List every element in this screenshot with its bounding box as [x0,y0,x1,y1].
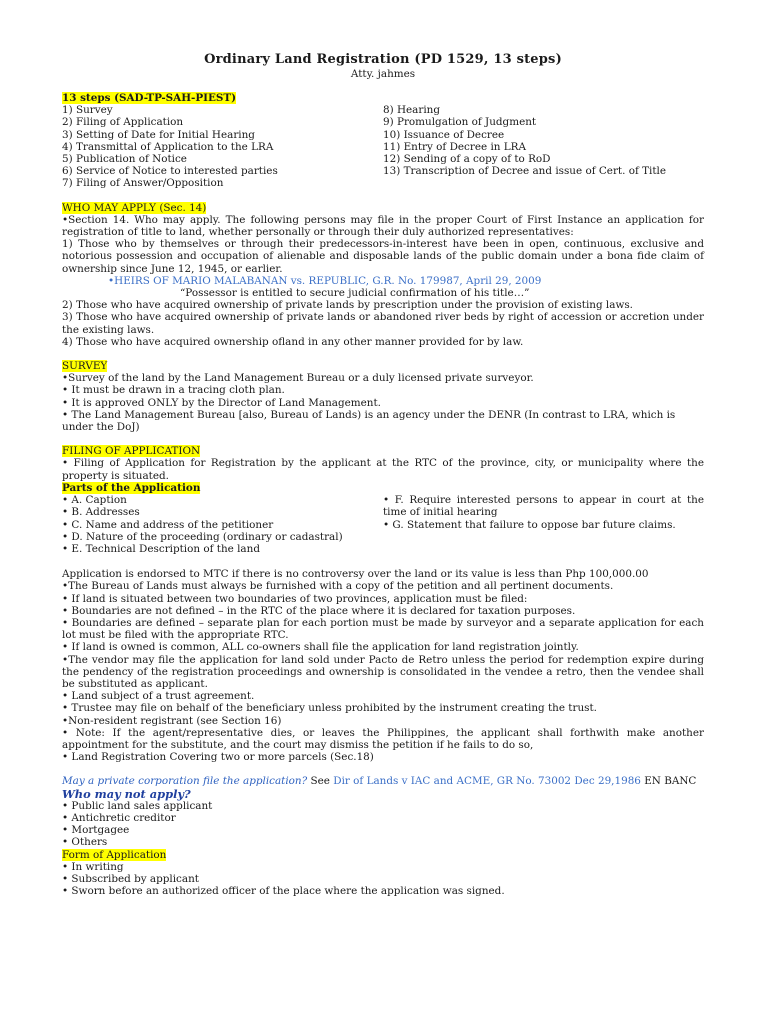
corporation-question: May a private corporation file the application? [62,775,308,788]
list-item: • If land is owned is common, ALL co-owners shall file the application for land registration jointly. [62,641,579,654]
list-item: •The vendor may file the application for land sold under Pacto de Retro unless the period for redemption expire during the pendency of the registration proceedings and ownership is consolidated in the vendee a retro, then the vendee shall be substituted as applicant. [62,653,704,690]
who-may-apply-item-2: 2) Those who have acquired ownership of private lands by prescription under the provision of existing laws. [62,299,633,312]
survey-heading: SURVEY [62,360,108,373]
case-citation-link[interactable]: •HEIRS OF MARIO MALABANAN vs. REPUBLIC, G.R. No. 179987, April 29, 2009 [108,274,542,287]
who-may-apply-item-1: 1) Those who by themselves or through their predecessors-in-interest have been in open, continuous, exclusive and notorious possession and occupation of alienable and disposable lands of the public domain under a bona fide claim of ownership since June 12, 1945, or earlier. [62,238,704,275]
list-item: •Non-resident registrant (see Section 16) [62,714,282,727]
list-item: Application is endorsed to MTC if there is no controversy over the land or its value is less than Php 100,000.00 [62,568,649,581]
filing-heading: FILING OF APPLICATION [62,445,201,458]
section-14-intro: •Section 14. Who may apply. The following persons may file in the proper Court of First Instance an application for registration of title to land, whether personally or through their duly authorized representatives: [62,213,704,239]
who-may-not-apply-heading: Who may not apply? [62,786,191,801]
list-item: • It is approved ONLY by the Director of Land Management. [62,396,381,409]
steps-heading: 13 steps (SAD-TP-SAH-PIEST) [62,92,237,104]
who-may-apply-item-3: 3) Those who have acquired ownership of private lands or abandoned river beds by right of accession or accretion under the existing laws. [62,311,704,336]
document-title: Ordinary Land Registration (PD 1529, 13 steps) [204,52,562,67]
corporation-case-link[interactable]: Dir of Lands v IAC and ACME, GR No. 73002 Dec 29,1986 [333,775,641,788]
list-item: •Survey of the land by the Land Management Bureau or a duly licensed private surveyor. [62,372,534,385]
case-quote: “Possessor is entitled to secure judicial confirmation of his title…” [180,287,530,300]
filing-line: • Filing of Application for Registration by the applicant at the RTC of the province, city, or municipality where the property is situated. [62,457,704,482]
list-item: 6) Service of Notice to interested parties [62,165,278,178]
list-item: • Note: If the agent/representative dies, or leaves the Philippines, the applicant shall forthwith make another appointment for the substitute, and the court may dismiss the petition if he fails to do so, [62,726,704,751]
list-item: • A. Caption [62,494,127,507]
filing-section [62,445,704,555]
list-item: • Boundaries are defined – separate plan for each portion must be made by surveyor and a separate application for each lot must be filed with the appropriate RTC. [62,616,704,642]
list-item: • In writing [62,860,124,873]
who-may-apply-item-4: 4) Those who have acquired ownership ofland in any other manner provided for by law. [62,335,524,348]
list-item: • Land Registration Covering two or more parcels (Sec.18) [62,751,374,764]
list-item: • Mortgagee [62,824,130,837]
list-item: 9) Promulgation of Judgment [383,116,537,129]
list-item: 11) Entry of Decree in LRA [383,140,526,153]
list-item: • Land subject of a trust agreement. [62,690,255,703]
parts-heading: Parts of the Application [62,481,201,494]
parts-columns [62,494,704,555]
list-item: • D. Nature of the proceeding (ordinary or cadastral) [62,530,343,543]
list-item: 7) Filing of Answer/Opposition [62,177,224,190]
list-item: • If land is situated between two boundaries of two provinces, application must be filed: [62,592,528,605]
steps-left-column [62,104,383,189]
list-item: 8) Hearing [383,104,441,117]
list-item: • Trustee may file on behalf of the beneficiary unless prohibited by the instrument creating the trust. [62,702,597,715]
list-item: • C. Name and address of the petitioner [62,518,274,531]
list-item: • F. Require interested persons to appear in court at the time of initial hearing [383,494,704,519]
list-item: • Others [62,836,108,849]
steps-columns [62,104,704,189]
survey-section [62,360,704,433]
list-item: • B. Addresses [62,506,140,519]
list-item: • Antichretic creditor [62,811,176,824]
form-heading: Form of Application [62,848,167,861]
list-item: 1) Survey [62,104,113,117]
list-item: 12) Sending of a copy of to RoD [383,153,551,166]
list-item: • Boundaries are not defined – in the RTC of the place where it is declared for taxation purposes. [62,604,576,617]
list-item: • Sworn before an authorized officer of the place where the application was signed. [62,885,505,898]
list-item: 3) Setting of Date for Initial Hearing [62,128,255,141]
list-item: • The Land Management Bureau [also, Bureau of Lands) is an agency under the DENR (In contrast to LRA, which is under the DoJ) [62,408,676,434]
corporation-tail: EN BANC [640,775,697,788]
list-item: • It must be drawn in a tracing cloth plan. [62,384,285,397]
parts-right-column [383,494,704,555]
document-author: Atty. jahmes [350,68,416,80]
who-may-apply-heading: WHO MAY APPLY (Sec. 14) [62,201,207,214]
list-item: • E. Technical Description of the land [62,542,260,555]
list-item: 10) Issuance of Decree [383,128,505,141]
corporation-see: See [307,775,334,788]
list-item: • Subscribed by applicant [62,872,199,885]
list-item: 13) Transcription of Decree and issue of Cert. of Title [383,165,667,178]
list-item: 5) Publication of Notice [62,153,187,166]
list-item: • G. Statement that failure to oppose bar future claims. [383,518,676,531]
list-item: •The Bureau of Lands must always be furnished with a copy of the petition and all pertinent documents. [62,580,614,593]
notes-section [62,568,704,763]
steps-section [62,92,704,190]
parts-left-column [62,494,383,555]
corporation-question-paragraph [62,775,704,787]
list-item: • Public land sales applicant [62,799,213,812]
who-may-apply-section [62,202,704,348]
steps-right-column [383,104,704,189]
list-item: 2) Filing of Application [62,116,184,129]
list-item: 4) Transmittal of Application to the LRA [62,140,274,153]
form-of-application-section [62,849,704,898]
who-may-not-apply-section [62,788,704,849]
